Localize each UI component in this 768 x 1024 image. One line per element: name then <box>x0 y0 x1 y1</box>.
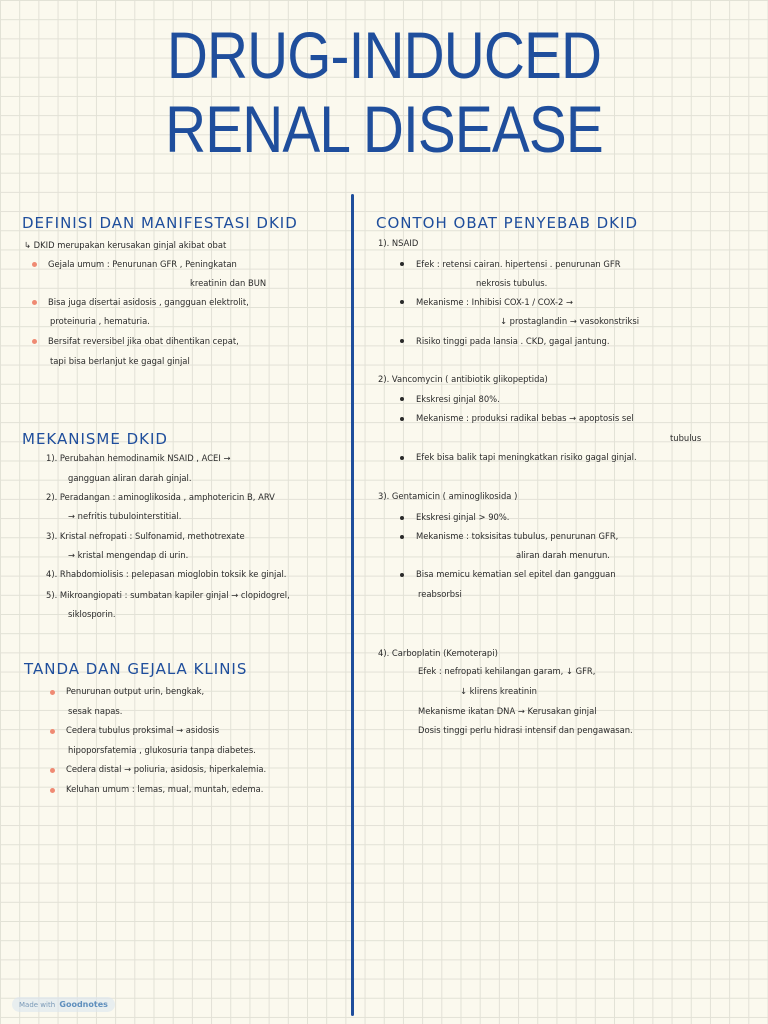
carboplatin-efek-line-2: ↓ klirens kreatinin <box>460 686 537 696</box>
watermark-prefix: Made with <box>19 1001 56 1009</box>
vancomycin-ekskresi: Ekskresi ginjal 80%. <box>416 394 500 404</box>
gentamicin-mekanisme-line-2: aliran darah menurun. <box>516 550 610 560</box>
mekanisme-3-line-2: → kristal mengendap di urin. <box>68 550 189 560</box>
mekanisme-3-line-1: 3). Kristal nefropati : Sulfonamid, methotrexate <box>46 531 245 541</box>
definisi-gejala-line-1: Gejala umum : Penurunan GFR , Peningkatan <box>48 259 237 269</box>
vancomycin-label: 2). Vancomycin ( antibiotik glikopeptida) <box>378 374 548 384</box>
bullet-dot <box>50 768 55 773</box>
definisi-bersifat-line-1: Bersifat reversibel jika obat dihentikan cepat, <box>48 336 239 346</box>
nsaid-mekanisme-line-1: Mekanisme : Inhibisi COX-1 / COX-2 → <box>416 297 574 307</box>
tanda-2-line-1: Cedera tubulus proksimal → asidosis <box>66 725 220 735</box>
bullet-dot <box>400 535 404 539</box>
vancomycin-efek: Efek bisa balik tapi meningkatkan risiko gagal ginjal. <box>416 452 637 462</box>
mekanisme-4: 4). Rhabdomiolisis : pelepasan mioglobin toksik ke ginjal. <box>46 569 287 579</box>
gentamicin-mekanisme-line-1: Mekanisme : toksisitas tubulus, penurunan GFR, <box>416 531 619 541</box>
column-divider <box>351 194 354 1016</box>
page-title-line-1: DRUG-INDUCED <box>166 18 602 92</box>
definisi-gejala-line-2: kreatinin dan BUN <box>190 278 267 288</box>
carboplatin-dosis: Dosis tinggi perlu hidrasi intensif dan pengawasan. <box>418 725 633 735</box>
carboplatin-label: 4). Carboplatin (Kemoterapi) <box>378 648 498 658</box>
gentamicin-bisa-line-1: Bisa memicu kematian sel epitel dan gangguan <box>416 569 616 579</box>
definisi-arrow-line: ↳ DKID merupakan kerusakan ginjal akibat obat <box>24 240 227 250</box>
nsaid-risiko: Risiko tinggi pada lansia . CKD, gagal jantung. <box>416 336 610 346</box>
bullet-dot <box>400 262 404 266</box>
bullet-dot <box>50 690 55 695</box>
vancomycin-mekanisme-line-1: Mekanisme : produksi radikal bebas → apoptosis sel <box>416 413 634 423</box>
definisi-bersifat-line-2: tapi bisa berlanjut ke gagal ginjal <box>50 356 190 366</box>
gentamicin-ekskresi: Ekskresi ginjal > 90%. <box>416 512 510 522</box>
tanda-3: Cedera distal → poliuria, asidosis, hiperkalemia. <box>66 764 267 774</box>
gentamicin-label: 3). Gentamicin ( aminoglikosida ) <box>378 491 518 501</box>
mekanisme-5-line-2: siklosporin. <box>68 609 116 619</box>
bullet-dot <box>50 788 55 793</box>
nsaid-label: 1). NSAID <box>378 238 419 248</box>
definisi-bisa-line-2: proteinuria , hematuria. <box>50 316 150 326</box>
mekanisme-2-line-1: 2). Peradangan : aminoglikosida , amphotericin B, ARV <box>46 492 275 502</box>
mekanisme-1-line-2: gangguan aliran darah ginjal. <box>68 473 192 483</box>
mekanisme-5-line-1: 5). Mikroangiopati : sumbatan kapiler ginjal → clopidogrel, <box>46 590 290 600</box>
goodnotes-watermark <box>12 997 115 1012</box>
heading-contoh-obat: CONTOH OBAT PENYEBAB DKID <box>376 214 638 232</box>
page-title-line-2: RENAL DISEASE <box>165 92 603 166</box>
tanda-1-line-1: Penurunan output urin, bengkak, <box>66 686 205 696</box>
bullet-dot <box>32 339 37 344</box>
nsaid-efek-line-2: nekrosis tubulus. <box>476 278 548 288</box>
heading-mekanisme: MEKANISME DKID <box>22 430 168 448</box>
vancomycin-mekanisme-line-2: tubulus <box>670 433 702 443</box>
mekanisme-1-line-1: 1). Perubahan hemodinamik NSAID , ACEI → <box>46 453 231 463</box>
bullet-dot <box>400 417 404 421</box>
carboplatin-mekanisme: Mekanisme ikatan DNA → Kerusakan ginjal <box>418 706 597 716</box>
bullet-dot <box>400 456 404 460</box>
tanda-1-line-2: sesak napas. <box>68 706 123 716</box>
gentamicin-bisa-line-2: reabsorbsi <box>418 589 462 599</box>
heading-tanda: TANDA DAN GEJALA KLINIS <box>24 660 248 678</box>
carboplatin-efek-line-1: Efek : nefropati kehilangan garam, ↓ GFR, <box>418 666 596 676</box>
bullet-dot <box>32 262 37 267</box>
bullet-dot <box>400 573 404 577</box>
tanda-4: Keluhan umum : lemas, mual, muntah, edema. <box>66 784 264 794</box>
nsaid-mekanisme-line-2: ↓ prostaglandin → vasokonstriksi <box>500 316 640 326</box>
nsaid-efek-line-1: Efek : retensi cairan. hipertensi . penurunan GFR <box>416 259 621 269</box>
heading-definisi: DEFINISI DAN MANIFESTASI DKID <box>22 214 298 232</box>
mekanisme-2-line-2: → nefritis tubulointerstitial. <box>68 511 182 521</box>
watermark-brand: Goodnotes <box>59 1000 108 1009</box>
bullet-dot <box>32 300 37 305</box>
tanda-2-line-2: hipoporsfatemia , glukosuria tanpa diabetes. <box>68 745 256 755</box>
bullet-dot <box>50 729 55 734</box>
bullet-dot <box>400 397 404 401</box>
definisi-bisa-line-1: Bisa juga disertai asidosis , gangguan elektrolit, <box>48 297 249 307</box>
bullet-dot <box>400 300 404 304</box>
bullet-dot <box>400 339 404 343</box>
bullet-dot <box>400 516 404 520</box>
